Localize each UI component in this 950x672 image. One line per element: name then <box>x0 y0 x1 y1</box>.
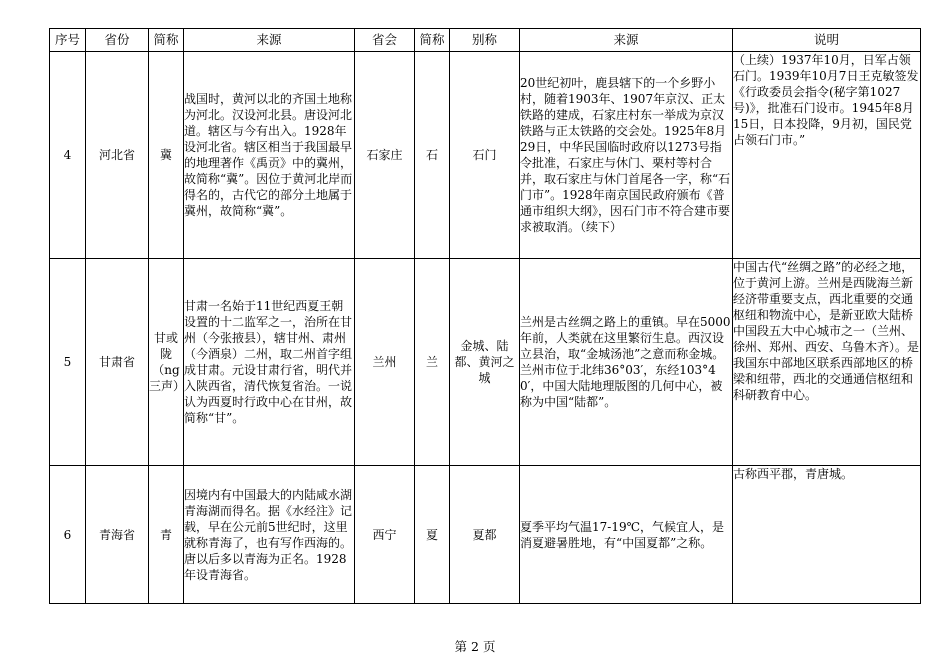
page-number: 第 2 页 <box>454 639 496 654</box>
cell-no: 4 <box>50 52 86 259</box>
table-row <box>50 259 921 466</box>
cell-note: （上续）1937年10月，日军占领石门。1939年10月7日王克敏签发《行政委员会指令(秘字第1027号)》，批准石门设市。1945年8月15日，日本投降，9月初，国民党占领石门市。” <box>733 52 921 259</box>
cell-abbr: 青 <box>149 466 184 604</box>
cell-alias: 夏都 <box>450 466 520 604</box>
cell-capital-abbr: 夏 <box>415 466 450 604</box>
cell-no: 6 <box>50 466 86 604</box>
cell-origin: 因境内有中国最大的内陆咸水湖青海湖而得名。据《水经注》记载，早在公元前5世纪时，这里就称青海了，也有写作西海的。唐以后多以青海为正名。1928年设青海省。 <box>184 466 355 604</box>
cell-capital-origin: 20世纪初叶，鹿县辖下的一个乡野小村，随着1903年、1907年京汉、正太铁路的建成，石家庄村东一举成为京汉铁路与正太铁路的交会处。1925年8月29日，中华民国临时政府以1273号指令批准，石家庄与休门、栗村等村合并，取石家庄与休门首尾各一字，称“石门市”。1928年南京国民政府颁布《普通市组织大纲》，因石门市不符合建市要求被取消。（续下） <box>520 52 733 259</box>
cell-capital: 兰州 <box>355 259 415 466</box>
cell-capital-origin: 夏季平均气温17-19℃，气候宜人，是消夏避暑胜地，有“中国夏都”之称。 <box>520 466 733 604</box>
header-cell-capital: 省会 <box>355 29 415 52</box>
header-cell-capital-abbr: 简称 <box>415 29 450 52</box>
header-row <box>50 29 921 52</box>
header-cell-abbr: 简称 <box>149 29 184 52</box>
header-cell-origin: 来源 <box>184 29 355 52</box>
cell-origin: 甘肃一名始于11世纪西夏王朝设置的十二监军之一，治所在甘州（今张掖县），辖甘州、肃州（今酒泉）二州，取二州首字组成甘肃。元设甘肃行省，明代并入陕西省，清代恢复省治。一说认为西夏时行政中心在甘州，故简称“甘”。 <box>184 259 355 466</box>
cell-origin: 战国时，黄河以北的齐国土地称为河北。汉设河北县。唐设河北道。辖区与今有出入。1928年设河北省。辖区相当于我国最早的地理著作《禹贡》中的冀州，故简称“冀”。因位于黄河北岸而得名的，古代它的部分土地属于冀州，故简称“冀”。 <box>184 52 355 259</box>
cell-capital-abbr: 兰 <box>415 259 450 466</box>
cell-alias: 石门 <box>450 52 520 259</box>
cell-abbr: 冀 <box>149 52 184 259</box>
cell-abbr: 甘或陇（ng三声） <box>149 259 184 466</box>
cell-capital-origin: 兰州是古丝绸之路上的重镇。早在5000年前，人类就在这里繁衍生息。西汉设立县治，取“金城汤池”之意而称金城。兰州市位于北纬36°03′，东经103°40′，中国大陆地理版图的几何中心，被称为中国“陆都”。 <box>520 259 733 466</box>
cell-province: 河北省 <box>86 52 149 259</box>
cell-capital: 西宁 <box>355 466 415 604</box>
cell-province: 青海省 <box>86 466 149 604</box>
header-cell-capital-origin: 来源 <box>520 29 733 52</box>
province-table <box>49 28 921 604</box>
cell-capital: 石家庄 <box>355 52 415 259</box>
header-cell-note: 说明 <box>733 29 921 52</box>
cell-capital-abbr: 石 <box>415 52 450 259</box>
table-row <box>50 52 921 259</box>
cell-province: 甘肃省 <box>86 259 149 466</box>
cell-note: 中国古代“丝绸之路”的必经之地，位于黄河上游。兰州是西陇海兰新经济带重要支点，西北重要的交通枢纽和物流中心，是新亚欧大陆桥中国段五大中心城市之一（兰州、徐州、郑州、西安、乌鲁木齐）。是我国东中部地区联系西部地区的桥梁和纽带，西北的交通通信枢纽和科研教育中心。 <box>733 259 921 466</box>
header-cell-no: 序号 <box>50 29 86 52</box>
header-cell-alias: 别称 <box>450 29 520 52</box>
cell-alias: 金城、陆都、黄河之城 <box>450 259 520 466</box>
cell-note: 古称西平郡，青唐城。 <box>733 466 921 604</box>
cell-no: 5 <box>50 259 86 466</box>
header-cell-province: 省份 <box>86 29 149 52</box>
table-row <box>50 466 921 604</box>
